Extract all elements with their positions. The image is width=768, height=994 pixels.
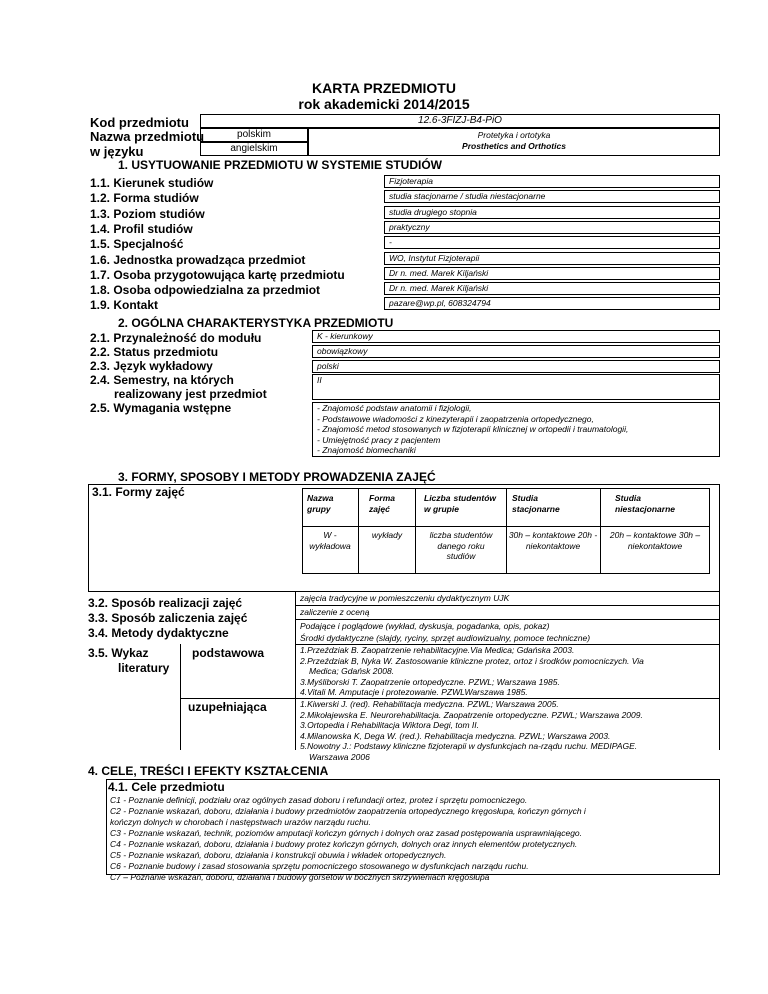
literature-extra-label: uzupełniająca: [188, 700, 267, 714]
literature-basic-item: 2.Przeździak B, Nyka W. Zastosowanie kliniczne protez, ortoz i środków pomocniczych. Via: [300, 655, 644, 666]
literature-extra-item: 5.Nowotny J.: Podstawy kliniczne fizjoterapii w dysfunkcjach na-rządu ruchu. MEDIPAGE.: [300, 741, 638, 752]
section-1-row-label: 1.6. Jednostka prowadząca przedmiot: [90, 252, 306, 267]
credit-label: 3.3. Sposób zaliczenia zajęć: [88, 611, 248, 625]
literature-extra-item: 1.Kiwerski J. (red). Rehabilitacja medyczna. PZWL; Warszawa 2005.: [300, 699, 559, 709]
lang-pl-label: polskim: [237, 129, 271, 140]
table-cell: 30h – kontaktowe 20h - niekontaktowe: [508, 530, 598, 551]
realization-label: 3.2. Sposób realizacji zajęć: [88, 596, 243, 610]
course-name-label: Nazwa przedmiotu: [90, 129, 205, 144]
section-3-title: 3. FORMY, SPOSOBY I METODY PROWADZENIA ZAJĘĆ: [118, 470, 436, 484]
methods-value: Podające i poglądowe (wykład, dyskusja, pogadanka, opis, pokaz): [300, 621, 550, 631]
section-1-row-label: 1.4. Profil studiów: [90, 221, 193, 236]
lecture-lang-box: [312, 360, 720, 373]
literature-label-2: literatury: [118, 661, 170, 675]
section-1-row-value: studia drugiego stopnia: [389, 206, 477, 217]
goal-item: C2 - Poznanie wskazań, doboru, działania i budowy przedmiotów zaopatrzenia ortopedycznego kręgosłupa, kończyn górnych i: [110, 806, 586, 816]
section-1-row-box: [384, 236, 720, 249]
section-1-row-value: Dr n. med. Marek Kiljański: [389, 267, 489, 278]
section-1-row-value: WO, Instytut Fizjoterapii: [389, 252, 480, 263]
requirements-label: 2.5. Wymagania wstępne: [90, 401, 232, 415]
section-1-row-label: 1.7. Osoba przygotowująca kartę przedmiotu: [90, 267, 345, 282]
lang-en-label: angielskim: [230, 143, 278, 154]
status-value: obowiązkowy: [317, 346, 368, 356]
semesters-value: II: [317, 375, 322, 385]
section-1-title: 1. USYTUOWANIE PRZEDMIOTU W SYSTEMIE STUDIÓW: [118, 158, 443, 172]
goal-item: C3 - Poznanie wskazań, technik, poziomów amputacji kończyn górnych i dolnych oraz zasad postępowania usprawniającego.: [110, 828, 583, 838]
section-1-row-label: 1.8. Osoba odpowiedzialna za przedmiot: [90, 283, 321, 298]
table-cell: 20h – kontaktowe 30h – niekontaktowe: [609, 530, 701, 551]
literature-extra-item: 2.Mikołajewska E. Neurorehabilitacja. Zaopatrzenie ortopedyczne. PZWL; Warszawa 2009.: [300, 709, 643, 720]
literature-extra-item: Warszawa 2006: [309, 752, 370, 762]
section-1-row-value: praktyczny: [389, 221, 430, 232]
literature-basic-item: 3.Myśliborski T. Zaopatrzenie ortopedyczne. PZWL; Warszawa 1985.: [300, 676, 560, 687]
section-1-row-label: 1.9. Kontakt: [90, 298, 159, 313]
section-1-row-value: -: [389, 237, 392, 248]
section-1-row-value: studia stacjonarne / studia niestacjonarne: [389, 191, 546, 202]
requirement-item: - Znajomość metod stosowanych w fizjoterapii klinicznej w ortopedii i traumatologii,: [317, 424, 629, 435]
course-name-en: Prosthetics and Orthotics: [462, 141, 566, 151]
page-title: KARTA PRZEDMIOTU: [312, 80, 456, 96]
goal-item: C5 - Poznanie wskazań, doboru, działania i konstrukcji obuwia i wkładek ortopedycznych.: [110, 850, 447, 860]
course-code-label: Kod przedmiotu: [90, 115, 189, 130]
table-header: Studia niestacjonarne: [615, 493, 675, 514]
literature-label: 3.5. Wykaz: [88, 646, 149, 660]
semesters-label-2: realizowany jest przedmiot: [114, 387, 267, 401]
literature-basic-item: Medica; Gdańsk 2008.: [309, 666, 395, 677]
section-1-row-value: Fizjoterapia: [389, 176, 433, 186]
course-name-pl: Protetyka i ortotyka: [477, 130, 551, 140]
semesters-label: 2.4. Semestry, na których: [90, 373, 234, 387]
requirement-item: - Podstawowe wiadomości z kinezyterapii i zaopatrzenia ortopedycznego,: [317, 413, 594, 424]
table-header: Studia stacjonarne: [512, 493, 560, 514]
table-header: Forma zajęć: [369, 493, 395, 514]
section-2-title: 2. OGÓLNA CHARAKTERYSTYKA PRZEDMIOTU: [118, 316, 394, 330]
literature-basic-label: podstawowa: [192, 646, 265, 660]
lecture-lang-value: polski: [317, 361, 339, 371]
section-4-title: 4. CELE, TREŚCI I EFEKTY KSZTAŁCENIA: [88, 764, 329, 778]
status-box: [312, 345, 720, 358]
methods-label: 3.4. Metody dydaktyczne: [88, 626, 229, 640]
requirement-item: - Umiejętność pracy z pacjentem: [317, 434, 441, 445]
lecture-lang-label: 2.3. Język wykładowy: [90, 359, 213, 373]
methods-value-2: Środki dydaktyczne (slajdy, ryciny, sprzęt audiowizualny, pomoce techniczne): [300, 633, 591, 643]
goal-item: kończyn dolnych w chorobach i następstwach urazów narządu ruchu.: [110, 817, 371, 827]
module-value: K - kierunkowy: [317, 331, 373, 341]
section-1-row-box: [384, 175, 720, 188]
section-1-row-value: Dr n. med. Marek Kiljański: [389, 283, 489, 294]
section-1-row-label: 1.2. Forma studiów: [90, 191, 199, 206]
requirement-item: - Znajomość podstaw anatomii i fizjologii,: [317, 403, 472, 413]
semesters-box: [312, 374, 720, 400]
module-label: 2.1. Przynależność do modułu: [90, 331, 262, 345]
goal-item: C7 – Poznanie wskazań, doboru, działania i budowy gorsetów w bocznych skrzywieniach kręgosłupa: [110, 872, 490, 882]
requirement-item: - Znajomość biomechaniki: [317, 445, 416, 456]
table-header: Liczba studentów w grupie: [424, 493, 496, 514]
credit-value: zaliczenie z oceną: [300, 607, 370, 617]
section-1-row-label: 1.1. Kierunek studiów: [90, 176, 214, 190]
table-cell: wykłady: [371, 530, 403, 540]
goal-item: C1 - Poznanie definicji, podziału oraz ogólnych zasad doboru i refundacji ortez, protez i sprzętu pomocniczego.: [110, 795, 528, 805]
section-1-row-label: 1.5. Specjalność: [90, 237, 184, 252]
section-1-row-value: pazare@wp.pl, 608324794: [389, 298, 491, 309]
literature-extra-item: 3.Ortopedia i Rehabilitacja Wiktora Degi, tom II.: [300, 720, 479, 731]
literature-extra-item: 4.Milanowska K, Dega W. (red.). Rehabilitacja medyczna. PZWL; Warszawa 2003.: [300, 730, 611, 741]
section-1-row-box: [384, 221, 720, 234]
status-label: 2.2. Status przedmiotu: [90, 345, 219, 359]
literature-basic-item: 4.Vitali M. Amputacje i protezowanie. PZWLWarszawa 1985.: [300, 687, 528, 698]
section-1-row-label: 1.3. Poziom studiów: [90, 206, 205, 221]
goal-item: C6 - Poznanie budowy i zasad stosowania sprzętu pomocniczego stosowanego w dysfunkcjach narządu ruchu.: [110, 861, 529, 871]
course-name-label-2: w języku: [90, 144, 144, 159]
forms-label: 3.1. Formy zajęć: [92, 485, 185, 499]
goals-label: 4.1. Cele przedmiotu: [108, 780, 225, 794]
table-cell: W - wykładowa: [309, 530, 351, 551]
academic-year: rok akademicki 2014/2015: [298, 96, 470, 112]
literature-basic-item: 1.Przeździak B. Zaopatrzenie rehabilitacyjne.Via Medica; Gdańska 2003.: [300, 645, 575, 655]
realization-value: zajęcia tradycyjne w pomieszczeniu dydaktycznym UJK: [300, 593, 510, 603]
goal-item: C4 - Poznanie wskazań, doboru, działania i budowy protez kończyn górnych, dolnych oraz innych elementów protetycznych.: [110, 839, 578, 849]
course-code: 12.6-3FIZJ-B4-PiO: [418, 115, 502, 126]
module-box: [312, 330, 720, 343]
table-cell: liczba studentów danego roku studiów: [429, 530, 493, 562]
table-header: Nazwa grupy: [307, 493, 334, 514]
